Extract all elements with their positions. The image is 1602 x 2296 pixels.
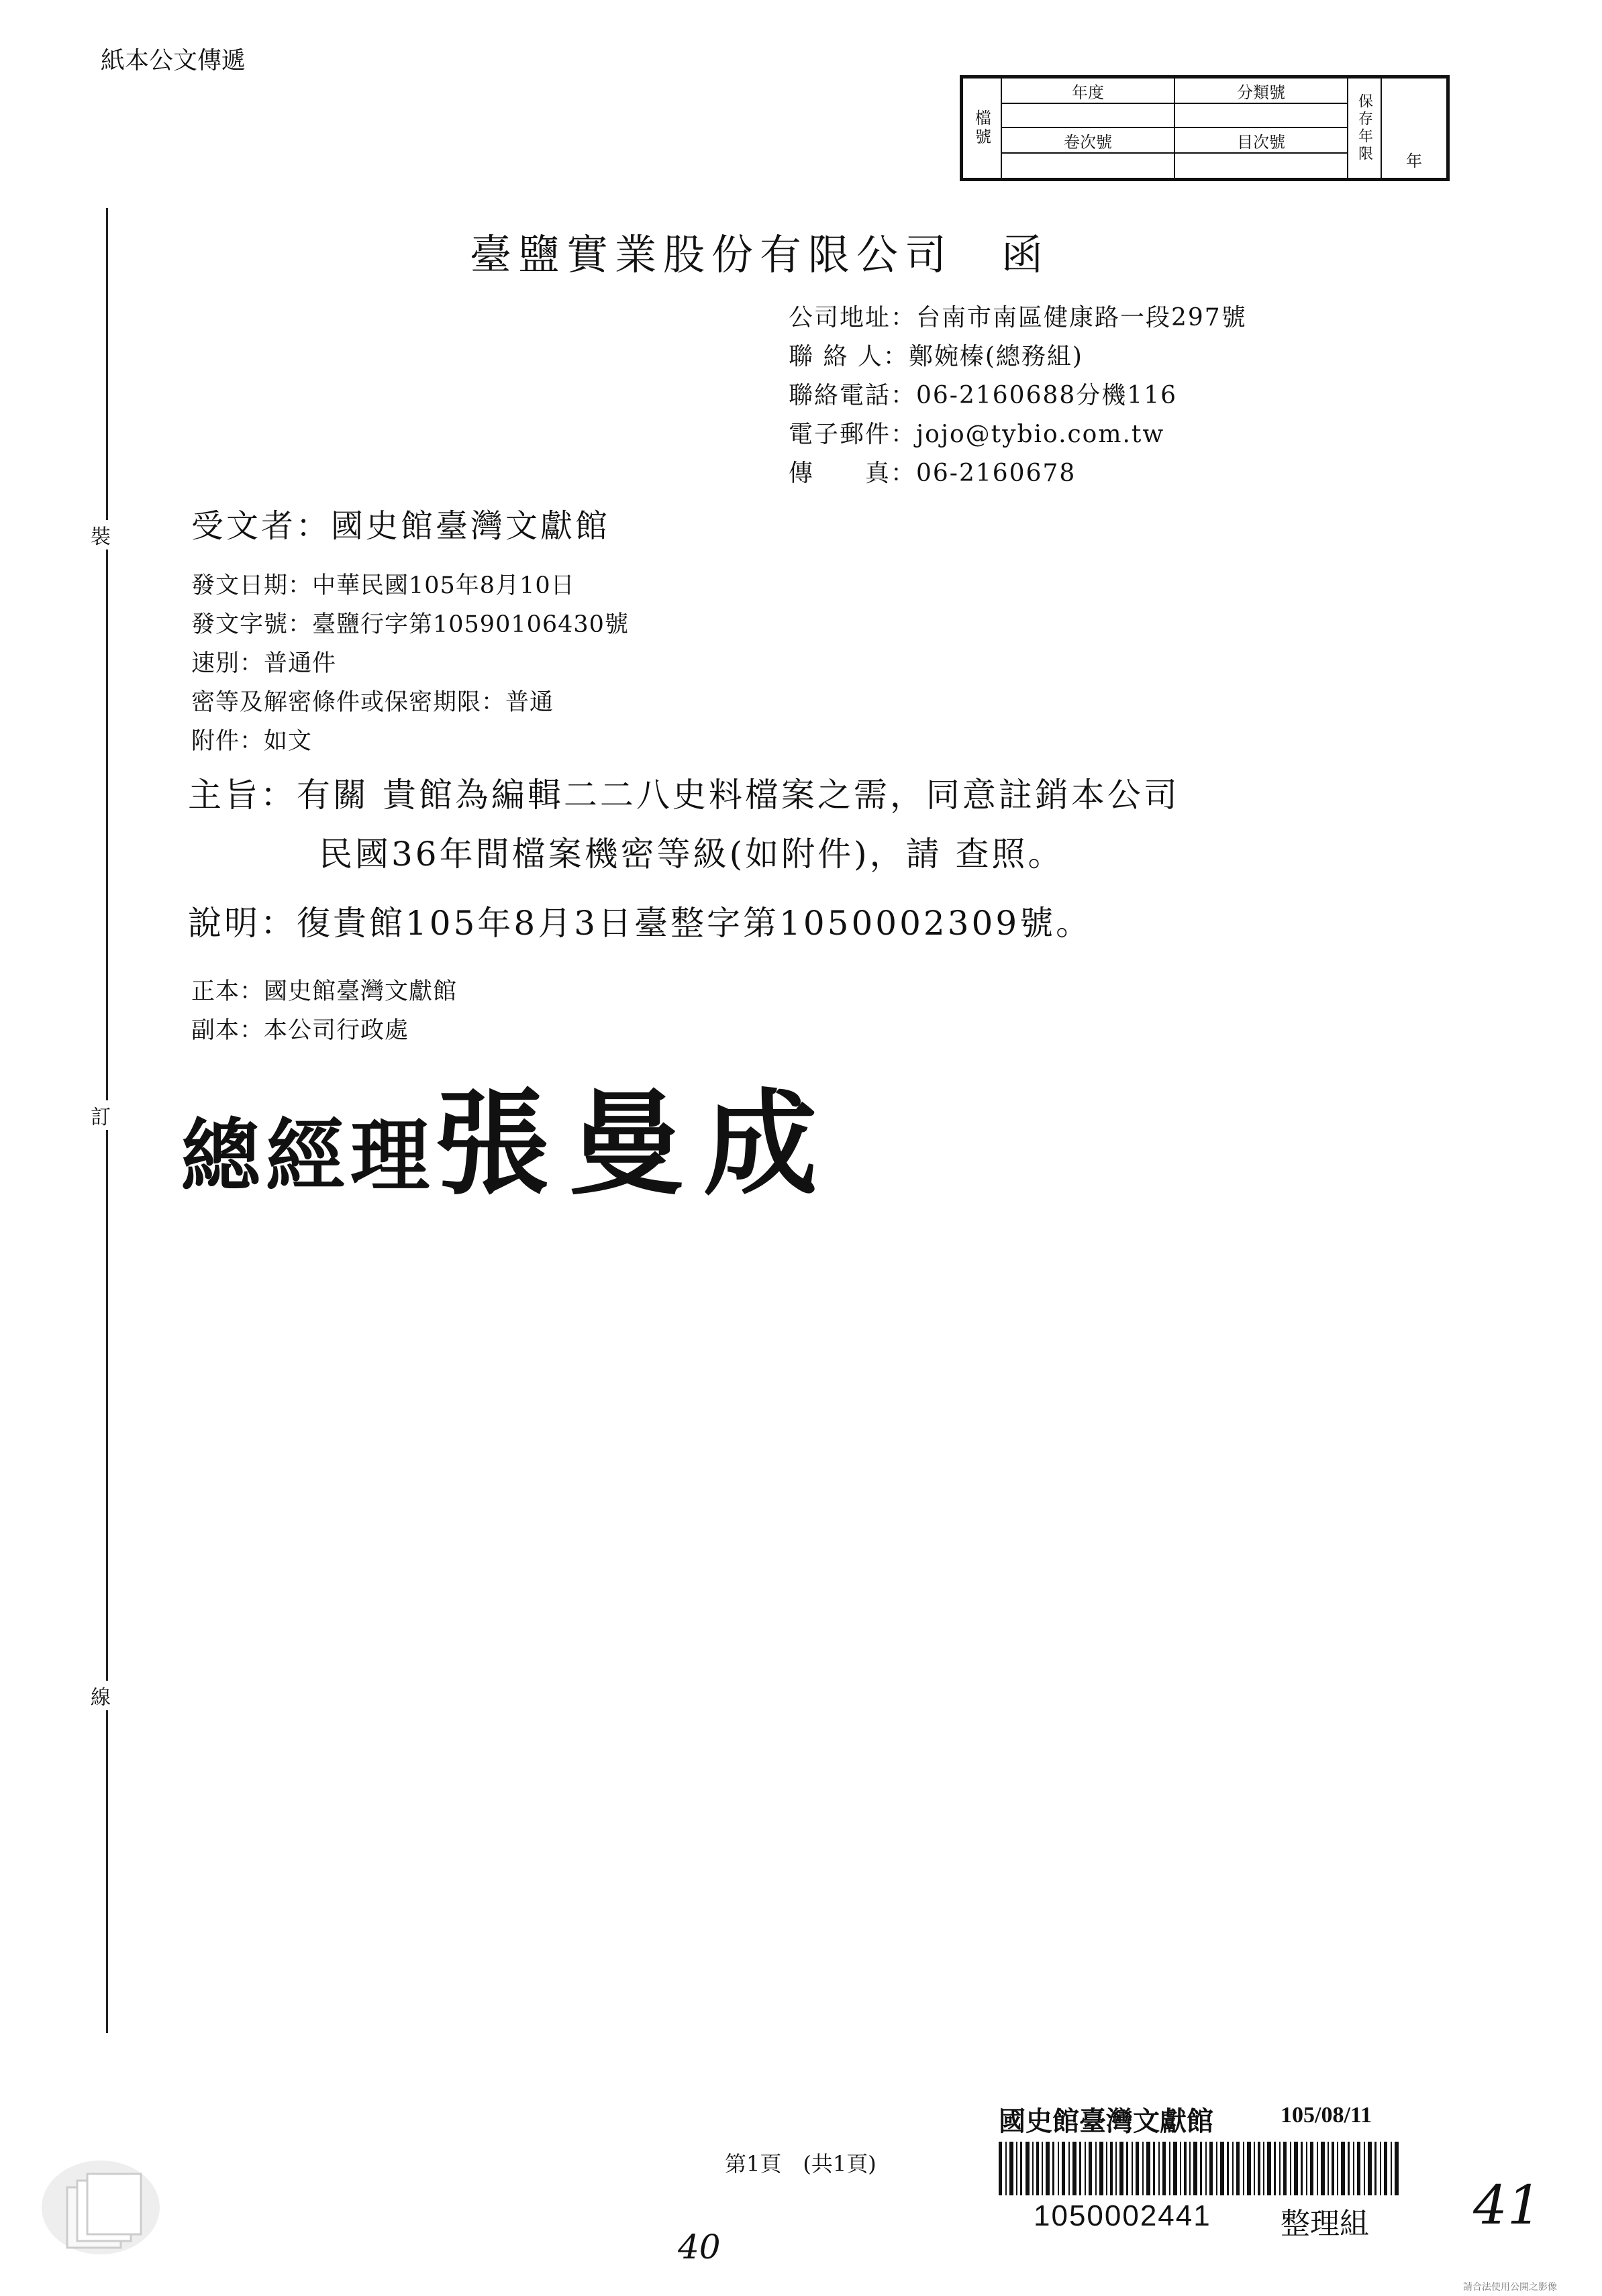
receipt-org: 國史館臺灣文獻館 [999, 2105, 1213, 2137]
document-title: 臺鹽實業股份有限公司 函 [470, 230, 1050, 279]
contact-email: 電子郵件：jojo@tybio.com.tw [789, 421, 1165, 448]
category-header: 分類號 [1174, 77, 1348, 104]
company-address: 公司地址：台南市南區健康路一段297號 [789, 304, 1247, 331]
binding-mark-xian: 線 [91, 1681, 111, 1710]
retention-label: 保存年限 [1347, 77, 1382, 179]
copy-recipient: 副本：本公司行政處 [191, 1017, 409, 1044]
archive-watermark-icon [40, 2154, 161, 2261]
original-recipient: 正本：國史館臺灣文獻館 [191, 978, 458, 1005]
item-header: 目次號 [1174, 127, 1348, 154]
handwritten-number-left: 40 [678, 2228, 721, 2266]
page-number: 第1頁 (共1頁) [725, 2151, 877, 2177]
document-number: 發文字號：臺鹽行字第10590106430號 [191, 611, 629, 638]
subject-line-2: 民國36年間檔案機密等級(如附件)，請 查照。 [319, 835, 1064, 874]
receipt-team: 整理組 [1281, 2207, 1369, 2241]
delivery-speed: 速別：普通件 [191, 650, 337, 677]
binding-mark-zhuang: 裝 [91, 520, 111, 550]
secrecy-level: 密等及解密條件或保密期限：普通 [191, 689, 554, 716]
recipient: 受文者：國史館臺灣文獻館 [191, 507, 611, 545]
contact-fax: 傳 真：06-2160678 [789, 460, 1077, 487]
usage-notice: 請合法使用公開之影像 [1463, 2282, 1557, 2293]
binding-mark-ding: 訂 [91, 1100, 111, 1130]
signature-title: 總經理 [181, 1109, 436, 1202]
retention-years: 年 [1381, 77, 1448, 179]
barcode [999, 2142, 1401, 2195]
file-number-label: 檔號 [962, 77, 1002, 179]
volume-value [1001, 152, 1175, 179]
explanation: 說明：復貴館105年8月3日臺整字第1050002309號。 [188, 904, 1093, 943]
receipt-number: 1050002441 [1034, 2199, 1211, 2232]
contact-person: 聯 絡 人：鄭婉榛(總務組) [789, 343, 1083, 370]
handwritten-number-right: 41 [1473, 2174, 1542, 2236]
year-header: 年度 [1001, 77, 1175, 104]
paper-delivery-note: 紙本公文傳遞 [101, 47, 246, 74]
year-value [1001, 103, 1175, 128]
attachment: 附件：如文 [191, 728, 313, 755]
signature-name: 張曼成 [435, 1077, 838, 1211]
receipt-stamp [999, 2100, 1401, 2241]
contact-phone: 聯絡電話：06-2160688分機116 [789, 382, 1178, 409]
subject-line-1: 主旨：有關 貴館為編輯二二八史料檔案之需，同意註銷本公司 [188, 776, 1180, 815]
volume-header: 卷次號 [1001, 127, 1175, 154]
receipt-date: 105/08/11 [1281, 2103, 1372, 2128]
item-value [1174, 152, 1348, 179]
issue-date: 發文日期：中華民國105年8月10日 [191, 572, 575, 599]
signature-stamp [181, 1077, 838, 1211]
category-value [1174, 103, 1348, 128]
archive-number-box [960, 75, 1450, 181]
